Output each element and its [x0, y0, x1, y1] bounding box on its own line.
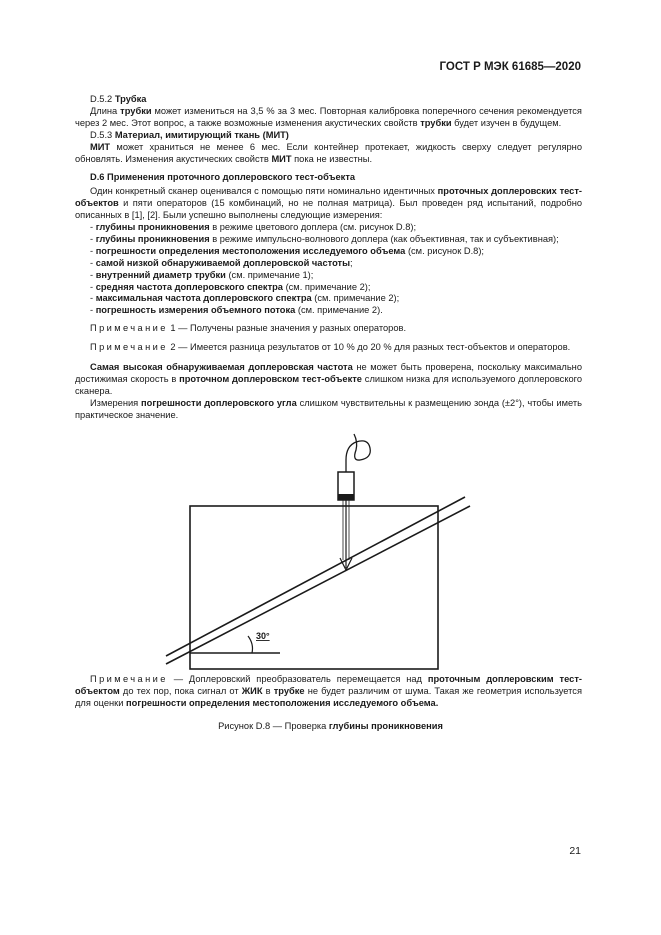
- tube-lower-wall: [166, 506, 470, 664]
- section-d53-title: [75, 130, 582, 142]
- section-d6-title: D.6 Применения проточного доплеровского тест-объекта: [90, 172, 356, 182]
- section-d53-text: МИТ может храниться не менее 6 мес. Если контейнер протекает, жидкость сверху следует регулярно обновлять. Изменения акустических свойств МИТ пока не известны.: [75, 142, 582, 164]
- note-1: Примечание 1 — Получены разные значения у разных операторов.: [90, 323, 407, 333]
- figure-caption: Рисунок D.8 — Проверка глубины проникновения: [218, 721, 443, 731]
- section-title: Трубка: [114, 94, 147, 104]
- list-item: - средняя частота доплеровского спектра (см. примечание 2);: [90, 281, 371, 292]
- section-title: Материал, имитирующий ткань (МИТ): [114, 130, 289, 140]
- probe-cable: [346, 434, 370, 472]
- measurement-list: [75, 222, 582, 317]
- list-item: - глубины проникновения в режиме импульсно-волнового доплера (как объективная, так и субъективная);: [90, 233, 559, 244]
- list-item: - глубины проникновения в режиме цветового доплера (см. рисунок D.8);: [90, 222, 417, 232]
- section-d52-text: Длина трубки может измениться на 3,5 % за 3 мес. Повторная калибровка поперечного сечения рекомендуется через 2 мес. Этот вопрос, а также возможные изменения акустических свойств трубки будет изучен в будущем.: [75, 106, 582, 128]
- list-item: - внутренний диаметр трубки (см. примечание 1);: [90, 269, 314, 280]
- section-number: D.5.2: [90, 94, 113, 104]
- section-d52-title: [75, 94, 582, 106]
- section-d6-intro: Один конкретный сканер оценивался с помощью пяти номинально идентичных проточных доплеровских тест-объектов и пяти операторов (15 комбинаций, но не полная матрица). Был проведен ряд испытаний, подробно описанных в [1], [2]. Были успешно выполнены следующие измерения:: [75, 186, 583, 220]
- figure-note: Примечание — Доплеровский преобразователь перемещается над проточным доплеровским тест-объектом до тех пор, пока сигнал от ЖИК в трубке не будет различим от шума. Такая же геометрия используется для оценки погрешности определения местоположения исследуемого объема.: [75, 674, 582, 708]
- figure-d8-diagram: [160, 428, 480, 673]
- tube-upper-wall: [166, 497, 465, 656]
- probe-face: [338, 494, 354, 500]
- list-item: - максимальная частота доплеровского спектра (см. примечание 2);: [90, 293, 400, 304]
- angle-arc: [248, 636, 253, 653]
- page-number: 21: [569, 845, 581, 857]
- list-item: - погрешности определения местоположения исследуемого объема (см. рисунок D.8);: [90, 245, 485, 256]
- angle-label: 30°: [256, 631, 270, 641]
- section-number: D.5.3: [90, 130, 113, 140]
- list-item: - погрешность измерения объемного потока (см. примечание 2).: [90, 305, 383, 316]
- document-header: ГОСТ Р МЭК 61685—2020: [439, 61, 581, 73]
- note-2: Примечание 2 — Имеется разница результатов от 10 % до 20 % для разных тест-объектов и операторов.: [90, 342, 571, 352]
- paragraph-angle-error: Измерения погрешности доплеровского угла слишком чувствительны к размещению зонда (±2°), чтобы иметь практическое значение.: [75, 398, 582, 420]
- list-item: - самой низкой обнаруживаемой доплеровской частоты;: [90, 257, 353, 268]
- paragraph-highest-frequency: Самая высокая обнаруживаемая доплеровская частота не может быть проверена, поскольку максимально достижимая скорость в проточном доплеровском тест-объекте слишком низка для используемого доплеровского сканера.: [75, 362, 583, 396]
